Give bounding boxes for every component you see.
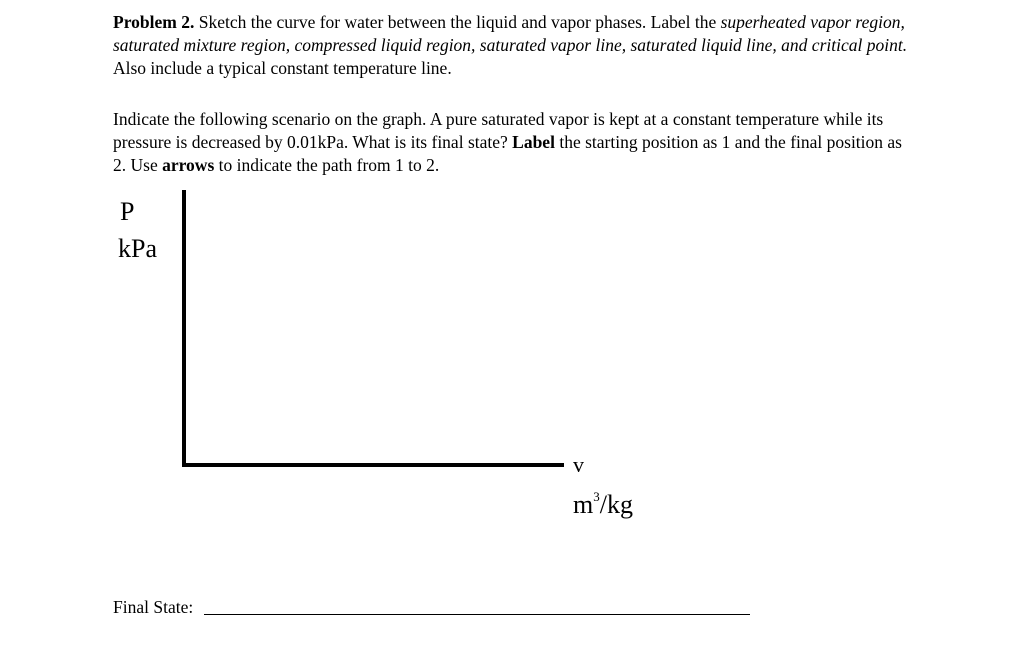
x-axis-symbol: v: [573, 452, 584, 477]
scenario-statement: [113, 108, 913, 177]
scenario-part2: the starting position as 1 and the final position as 2. Use: [113, 132, 902, 175]
x-unit-exponent: 3: [593, 489, 600, 504]
x-axis-unit: [573, 482, 633, 520]
final-state-answer-line[interactable]: [204, 614, 750, 615]
problem-regions-list: superheated vapor region, saturated mixture region, compressed liquid region, saturated vapor line, saturated liquid line, and critical point.: [113, 12, 908, 55]
scenario-arrows-word: arrows: [162, 155, 215, 175]
scenario-part1: Indicate the following scenario on the graph. A pure saturated vapor is kept at a constant temperature while its pressure is decreased by 0.01kPa. What is its final state?: [113, 109, 884, 152]
scenario-label-word: Label: [512, 132, 555, 152]
problem-statement: [113, 11, 913, 80]
y-axis-symbol: P: [120, 197, 135, 226]
problem-heading: Problem 2.: [113, 12, 195, 32]
final-state-label: Final State:: [113, 597, 194, 617]
problem-intro: Sketch the curve for water between the liquid and vapor phases. Label the: [194, 12, 721, 32]
scenario-part3: to indicate the path from 1 to 2.: [214, 155, 440, 175]
x-unit-rest: /kg: [599, 490, 633, 519]
problem-closing: Also include a typical constant temperature line.: [113, 58, 452, 78]
x-axis-line: [182, 463, 564, 467]
y-axis-unit: kPa: [118, 234, 157, 263]
y-axis-line: [182, 190, 186, 467]
x-unit-base: m: [573, 490, 594, 519]
